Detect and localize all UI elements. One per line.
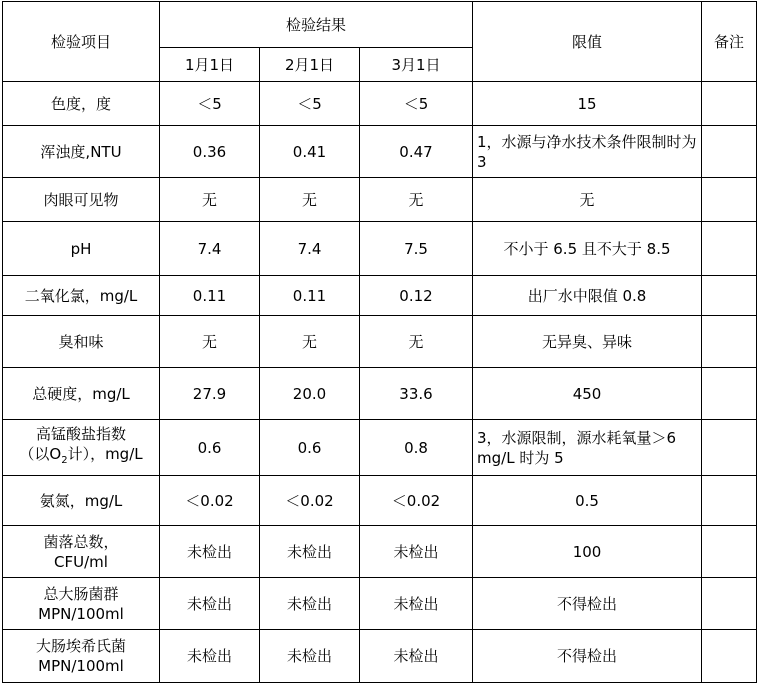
value-cell: 未检出 <box>360 578 473 630</box>
value-cell: 33.6 <box>360 368 473 420</box>
item-line: 高锰酸盐指数 <box>35 425 126 443</box>
header-results: 检验结果 <box>160 2 473 48</box>
limit-cell: 0.5 <box>473 476 702 526</box>
table-row <box>3 526 757 578</box>
header-item: 检验项目 <box>3 2 160 82</box>
value-cell: 0.8 <box>360 420 473 476</box>
value-cell: 未检出 <box>260 526 360 578</box>
value-cell: 7.4 <box>160 222 260 276</box>
table-row <box>3 222 757 276</box>
remark-cell <box>702 420 757 476</box>
header-limit: 限值 <box>473 2 702 82</box>
remark-cell <box>702 82 757 126</box>
value-cell: 未检出 <box>160 578 260 630</box>
item-cell <box>3 526 160 578</box>
table-row <box>3 630 757 683</box>
limit-cell: 不小于 6.5 且不大于 8.5 <box>473 222 702 276</box>
value-cell: ＜0.02 <box>360 476 473 526</box>
item-line: 菌落总数， <box>43 532 119 551</box>
limit-cell: 1，水源与净水技术条件限制时为 3 <box>473 126 702 178</box>
item-line: 计），mg/L <box>67 445 143 463</box>
limit-cell: 无异臭、异味 <box>473 316 702 368</box>
item-line: MPN/100ml <box>38 657 124 675</box>
value-cell: 无 <box>360 316 473 368</box>
item-cell: 臭和味 <box>3 316 160 368</box>
value-cell: 0.12 <box>360 276 473 316</box>
item-cell <box>3 630 160 683</box>
limit-cell: 不得检出 <box>473 578 702 630</box>
table-row <box>3 578 757 630</box>
remark-cell <box>702 178 757 222</box>
table-row <box>3 178 757 222</box>
value-cell: 未检出 <box>360 630 473 683</box>
item-line: CFU/ml <box>54 552 108 571</box>
value-cell: ＜5 <box>160 82 260 126</box>
remark-cell <box>702 316 757 368</box>
value-cell: 未检出 <box>260 630 360 683</box>
value-cell: 无 <box>260 178 360 222</box>
item-cell: 色度，度 <box>3 82 160 126</box>
value-cell: 未检出 <box>160 526 260 578</box>
item-cell: 总硬度，mg/L <box>3 368 160 420</box>
remark-cell <box>702 526 757 578</box>
item-line: 总大肠菌群 <box>43 584 119 603</box>
date-3: 3月1日 <box>360 48 473 82</box>
table-row <box>3 420 757 476</box>
value-cell: 0.36 <box>160 126 260 178</box>
remark-cell <box>702 222 757 276</box>
remark-cell <box>702 630 757 683</box>
table-row <box>3 276 757 316</box>
value-cell: 0.47 <box>360 126 473 178</box>
item-line: （以O <box>19 445 62 463</box>
remark-cell <box>702 276 757 316</box>
value-cell: 未检出 <box>360 526 473 578</box>
table-row <box>3 368 757 420</box>
value-cell: 未检出 <box>260 578 360 630</box>
limit-cell: 3，水源限制，源水耗氧量＞6 mg/L 时为 5 <box>473 420 702 476</box>
value-cell: 20.0 <box>260 368 360 420</box>
item-cell: 二氧化氯，mg/L <box>3 276 160 316</box>
value-cell: 0.6 <box>260 420 360 476</box>
value-cell: 7.4 <box>260 222 360 276</box>
value-cell: ＜0.02 <box>260 476 360 526</box>
table-row <box>3 82 757 126</box>
item-cell: pH <box>3 222 160 276</box>
value-cell: 7.5 <box>360 222 473 276</box>
table-row <box>3 126 757 178</box>
value-cell: 27.9 <box>160 368 260 420</box>
value-cell: 无 <box>360 178 473 222</box>
value-cell: 0.6 <box>160 420 260 476</box>
table-row <box>3 316 757 368</box>
remark-cell <box>702 578 757 630</box>
value-cell: ＜5 <box>260 82 360 126</box>
limit-cell: 出厂水中限值 0.8 <box>473 276 702 316</box>
item-cell: 氨氮，mg/L <box>3 476 160 526</box>
value-cell: 无 <box>160 316 260 368</box>
item-line: MPN/100ml <box>38 604 124 623</box>
value-cell: 无 <box>160 178 260 222</box>
header-row <box>3 2 757 48</box>
limit-cell: 无 <box>473 178 702 222</box>
limit-cell: 100 <box>473 526 702 578</box>
value-cell: ＜5 <box>360 82 473 126</box>
item-line: 大肠埃希氏菌 <box>35 637 126 655</box>
remark-cell <box>702 476 757 526</box>
date-1: 1月1日 <box>160 48 260 82</box>
value-cell: 0.11 <box>160 276 260 316</box>
item-cell <box>3 420 160 476</box>
remark-cell <box>702 126 757 178</box>
water-quality-table <box>2 1 757 683</box>
remark-cell <box>702 368 757 420</box>
date-2: 2月1日 <box>260 48 360 82</box>
header-remark: 备注 <box>702 2 757 82</box>
value-cell: 未检出 <box>160 630 260 683</box>
limit-cell: 不得检出 <box>473 630 702 683</box>
value-cell: 0.11 <box>260 276 360 316</box>
item-cell: 浑浊度,NTU <box>3 126 160 178</box>
item-cell <box>3 578 160 630</box>
item-subscript: 2 <box>61 455 68 466</box>
value-cell: ＜0.02 <box>160 476 260 526</box>
limit-cell: 450 <box>473 368 702 420</box>
item-cell: 肉眼可见物 <box>3 178 160 222</box>
value-cell: 0.41 <box>260 126 360 178</box>
value-cell: 无 <box>260 316 360 368</box>
table-row <box>3 476 757 526</box>
limit-cell: 15 <box>473 82 702 126</box>
